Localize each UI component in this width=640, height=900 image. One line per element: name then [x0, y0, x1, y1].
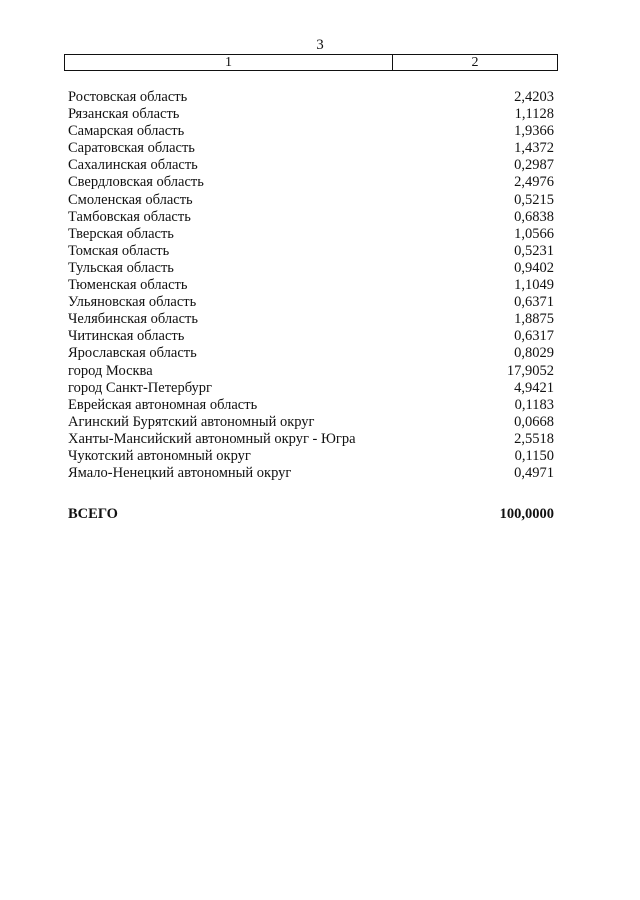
- region-value: 1,0566: [514, 225, 554, 242]
- table-row: [68, 140, 554, 157]
- region-value: 0,8029: [514, 345, 554, 362]
- table-row: [68, 106, 554, 123]
- region-value: 0,4971: [514, 465, 554, 482]
- region-name: Тульская область: [68, 259, 174, 276]
- table-row: [68, 448, 554, 465]
- region-value: 1,1049: [514, 277, 554, 294]
- region-value: 2,4203: [514, 89, 554, 105]
- region-name: Саратовская область: [68, 140, 195, 157]
- column-header-2: 2: [471, 55, 479, 70]
- table-row: [68, 311, 554, 328]
- table-row: [68, 209, 554, 226]
- region-value: 0,5231: [514, 242, 554, 259]
- column-header-table: [64, 54, 558, 71]
- table-row: [68, 380, 554, 397]
- region-name: Тамбовская область: [68, 208, 191, 225]
- table-row: [68, 431, 554, 448]
- region-name: Еврейская автономная область: [68, 396, 258, 413]
- region-name: Рязанская область: [68, 106, 180, 123]
- region-value: 0,9402: [514, 259, 554, 276]
- region-name: Самарская область: [68, 123, 185, 140]
- table-row: [68, 363, 554, 380]
- region-name: Читинская область: [68, 328, 185, 345]
- region-value: 0,0668: [514, 413, 554, 430]
- region-name: Свердловская область: [68, 174, 204, 191]
- region-name: Сахалинская область: [68, 157, 198, 174]
- region-name: Смоленская область: [68, 191, 193, 208]
- table-row: [68, 226, 554, 243]
- table-row: [68, 123, 554, 140]
- region-value: 0,1150: [514, 447, 554, 464]
- region-name: Ямало-Ненецкий автономный округ: [68, 465, 292, 482]
- region-value: 0,5215: [514, 191, 554, 208]
- table-row: [68, 277, 554, 294]
- region-name: Ханты-Мансийский автономный округ - Югра: [68, 430, 356, 447]
- region-value: 1,9366: [514, 123, 554, 140]
- region-value: 0,1183: [514, 396, 554, 413]
- table-row: [68, 465, 554, 482]
- distribution-list: [68, 89, 554, 482]
- table-row: [68, 397, 554, 414]
- region-value: 1,1128: [514, 106, 554, 123]
- region-name: Агинский Бурятский автономный округ: [68, 413, 315, 430]
- region-name: Ярославская область: [68, 345, 197, 362]
- region-name: город Санкт-Петербург: [68, 379, 213, 396]
- table-row: [68, 328, 554, 345]
- table-row: [68, 89, 554, 106]
- page-number: 3: [316, 37, 324, 53]
- region-name: Чукотский автономный округ: [68, 447, 251, 464]
- region-name: Тверская область: [68, 225, 174, 242]
- region-value: 0,6371: [514, 294, 554, 311]
- region-value: 0,6838: [514, 208, 554, 225]
- region-name: Томская область: [68, 242, 170, 259]
- region-value: 0,2987: [514, 157, 554, 174]
- region-value: 1,8875: [514, 311, 554, 328]
- region-name: город Москва: [68, 362, 153, 379]
- region-value: 0,6317: [514, 328, 554, 345]
- region-name: Ростовская область: [68, 89, 188, 105]
- table-row: [68, 192, 554, 209]
- region-name: Тюменская область: [68, 277, 188, 294]
- table-row: [68, 157, 554, 174]
- region-value: 1,4372: [514, 140, 554, 157]
- region-value: 2,4976: [514, 174, 554, 191]
- region-value: 17,9052: [506, 362, 554, 379]
- region-name: Челябинская область: [68, 311, 198, 328]
- table-row: [68, 294, 554, 311]
- total-row: [68, 505, 554, 523]
- table-row: [68, 260, 554, 277]
- table-row: [68, 345, 554, 362]
- table-row: [68, 174, 554, 191]
- region-name: Ульяновская область: [68, 294, 197, 311]
- table-row: [68, 414, 554, 431]
- table-row: [68, 243, 554, 260]
- total-value: 100,0000: [499, 506, 554, 522]
- column-header-1: 1: [65, 55, 393, 70]
- total-label: ВСЕГО: [68, 506, 118, 522]
- region-value: 2,5518: [514, 430, 554, 447]
- region-value: 4,9421: [514, 379, 554, 396]
